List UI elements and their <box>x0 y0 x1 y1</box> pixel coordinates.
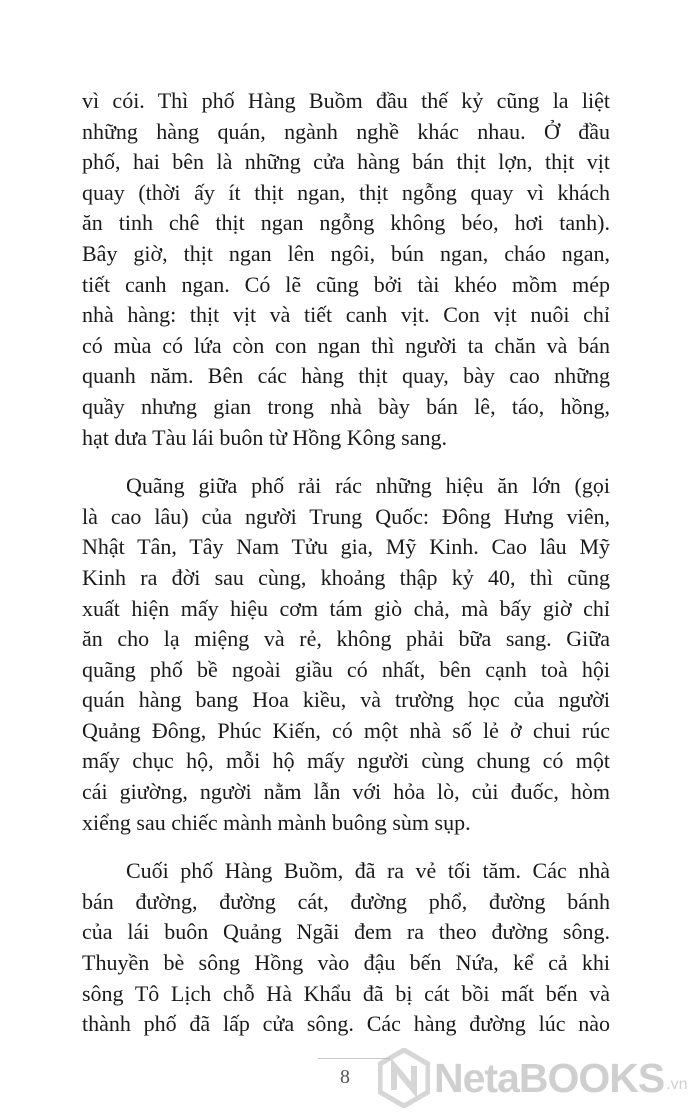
watermark-suffix: .vn <box>666 1076 688 1093</box>
paragraph-spacer <box>82 838 610 856</box>
text-line: quầy nhưng gian trong nhà bày bán lê, táo, hồng, <box>82 393 610 419</box>
text-line: xiểng sau chiếc mành mành buông sùm sụp. <box>82 809 471 835</box>
text-line: sông Tô Lịch chỗ Hà Khẩu đã bị cát bồi mất bến và <box>82 980 610 1006</box>
text-line: Bây giờ, thịt ngan lên ngôi, bún ngan, cháo ngan, <box>82 240 610 266</box>
text-line: của lái buôn Quảng Ngãi đem ra theo đường sông. <box>82 919 610 945</box>
text-line: cái giường, người nằm lẫn với hỏa lò, củi đuốc, hòm <box>82 779 610 805</box>
text-line: là cao lâu) của người Trung Quốc: Đông Hưng viên, <box>82 503 610 529</box>
watermark <box>378 1043 688 1113</box>
text-line: quãng phố bề ngoài giầu có nhất, bên cạnh toà hội <box>82 656 610 682</box>
text-line: ăn cho lạ miệng và rẻ, không phải bữa sang. Giữa <box>82 626 610 652</box>
watermark-brand: NetaBOOKS <box>434 1054 665 1101</box>
paragraph <box>82 856 610 1040</box>
text-line: Quãng giữa phố rải rác những hiệu ăn lớn (gọi <box>126 473 610 499</box>
text-line: phố, hai bên là những cửa hàng bán thịt lợn, thịt vịt <box>82 149 610 175</box>
text-line: thành phố đã lấp cửa sông. Các hàng đường lúc nào <box>82 1011 610 1037</box>
body-text <box>82 86 610 1040</box>
text-line: có mùa có lứa còn con ngan thì người ta chăn và bán <box>82 332 610 358</box>
page-number: 8 <box>340 1066 350 1088</box>
text-line: Nhật Tân, Tây Nam Tửu gia, Mỹ Kinh. Cao lâu Mỹ <box>82 534 610 560</box>
text-line: Quảng Đông, Phúc Kiến, có một nhà số lẻ ở chui rúc <box>82 717 610 743</box>
text-line: những hàng quán, ngành nghề khác nhau. Ở đầu <box>82 118 610 144</box>
text-line: ăn tinh chê thịt ngan ngỗng không béo, hơi tanh). <box>82 210 610 236</box>
text-line: Cuối phố Hàng Buồm, đã ra vẻ tối tăm. Các nhà <box>126 858 610 884</box>
text-line: Kinh ra đời sau cùng, khoảng thập kỷ 40, thì cũng <box>82 564 610 590</box>
text-line: vì cói. Thì phố Hàng Buồm đầu thế kỷ cũng la liệt <box>82 88 610 113</box>
text-line: quanh năm. Bên các hàng thịt quay, bày cao những <box>82 363 610 389</box>
text-line: hạt dưa Tàu lái buôn từ Hồng Kông sang. <box>82 424 447 450</box>
text-line: Thuyền bè sông Hồng vào đậu bến Nứa, kể cả khi <box>82 950 610 976</box>
text-line: xuất hiện mấy hiệu cơm tám giò chả, mà bấy giờ chỉ <box>82 595 610 621</box>
paragraph <box>82 471 610 838</box>
text-line: quán hàng bang Hoa kiều, và trường học của người <box>82 687 610 713</box>
text-line: nhà hàng: thịt vịt và tiết canh vịt. Con vịt nuôi chỉ <box>82 302 610 328</box>
netabooks-logo-icon <box>378 1048 430 1108</box>
paragraph <box>82 86 610 453</box>
text-line: quay (thời ấy ít thịt ngan, thịt ngỗng quay vì khách <box>82 179 610 205</box>
text-line: bán đường, đường cát, đường phổ, đường bánh <box>82 888 610 914</box>
text-line: mấy chục hộ, mỗi hộ mấy người cùng chung có một <box>82 748 610 774</box>
paragraph-spacer <box>82 453 610 471</box>
text-line: tiết canh ngan. Có lẽ cũng bởi tài khéo mồm mép <box>82 271 610 297</box>
